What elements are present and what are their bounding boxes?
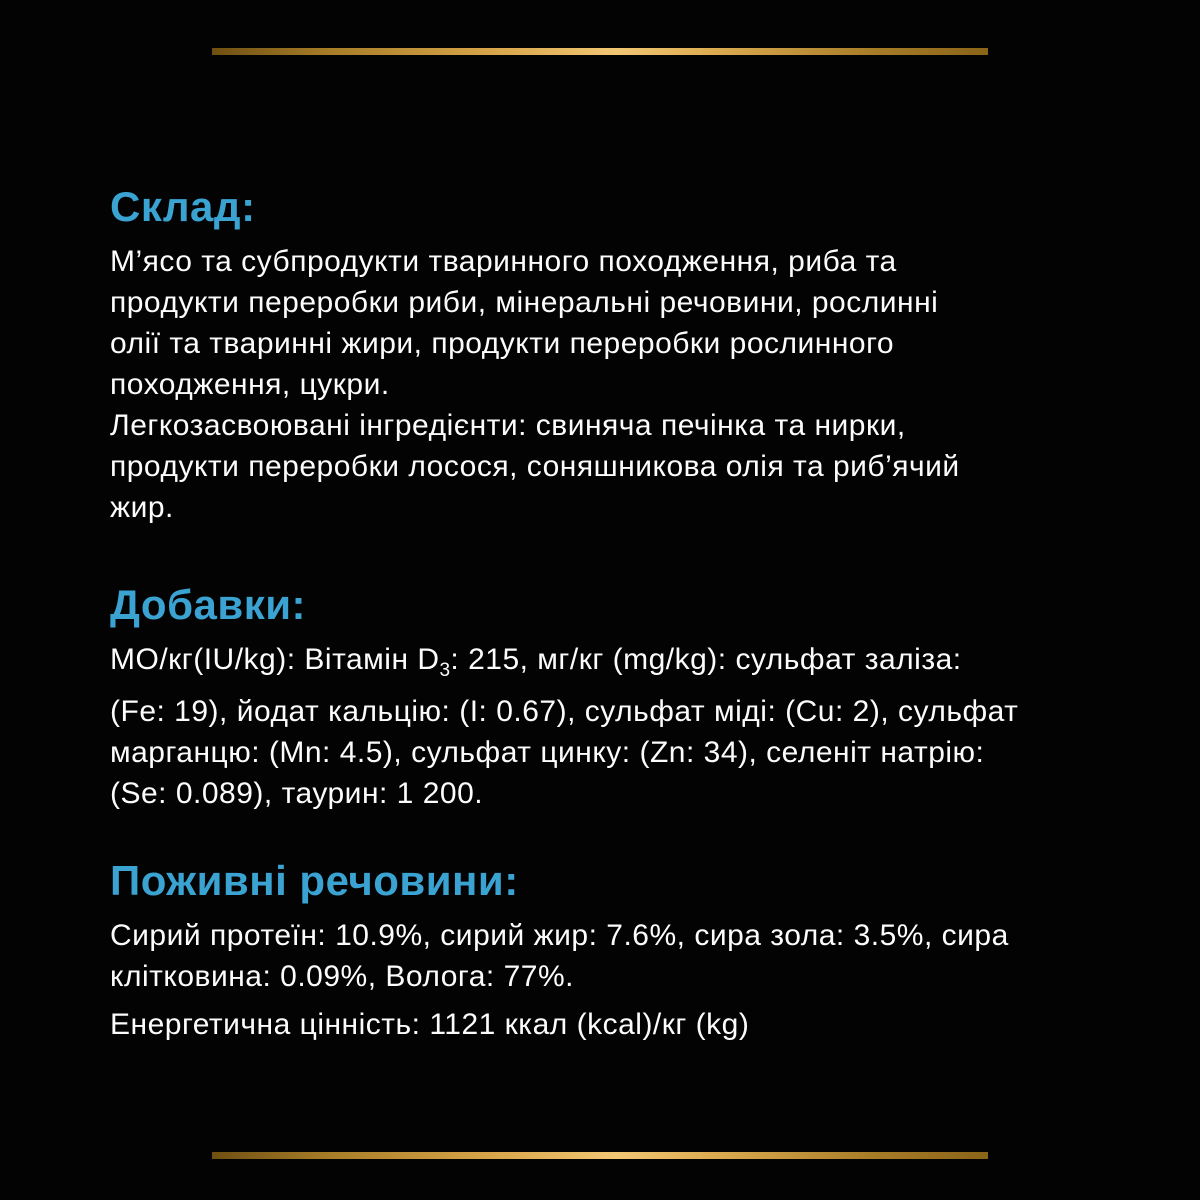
composition-line: олії та тваринні жири, продукти переробки рослинного	[110, 327, 895, 360]
nutrients-heading: Поживні речовини:	[110, 857, 519, 904]
composition-line: М’ясо та субпродукти тваринного походження, риба та	[110, 245, 897, 278]
label-content	[110, 0, 1102, 1045]
vitamin-d3-subscript: 3	[439, 660, 451, 681]
additives-line-vitamin	[110, 639, 1102, 691]
additives-text	[110, 639, 1102, 814]
energy-line: Енергетична цінність: 1121 ккал (kcal)/кг (kg)	[110, 1008, 750, 1041]
composition-line: продукти переробки лосося, соняшникова олія та риб’ячий	[110, 450, 960, 483]
additives-line: (Se: 0.089), таурин: 1 200.	[110, 777, 484, 810]
additives-line-pre: МО/кг(IU/kg): Вітамін D	[110, 643, 440, 676]
composition-line: Легкозасвоювані інгредієнти: свиняча печінка та нирки,	[110, 409, 906, 442]
energy-value-text	[110, 1004, 1102, 1045]
bottom-gold-divider	[212, 1152, 988, 1159]
additives-line-post: : 215, мг/кг (mg/kg): сульфат заліза:	[450, 643, 962, 676]
additives-line: марганцю: (Mn: 4.5), сульфат цинку: (Zn: 34), селеніт натрію:	[110, 736, 985, 769]
nutrients-line: клітковина: 0.09%, Волога: 77%.	[110, 960, 574, 993]
composition-text	[110, 241, 1102, 528]
additives-heading: Добавки:	[110, 581, 307, 628]
nutrients-text	[110, 915, 1102, 997]
composition-heading: Склад:	[110, 183, 256, 230]
composition-line: продукти переробки риби, мінеральні речовини, рослинні	[110, 286, 939, 319]
composition-line: жир.	[110, 491, 174, 524]
composition-line: походження, цукри.	[110, 368, 390, 401]
nutrients-line: Сирий протеїн: 10.9%, сирий жир: 7.6%, сира зола: 3.5%, сира	[110, 919, 1009, 952]
additives-line: (Fe: 19), йодат кальцію: (I: 0.67), сульфат міді: (Cu: 2), сульфат	[110, 695, 1019, 728]
